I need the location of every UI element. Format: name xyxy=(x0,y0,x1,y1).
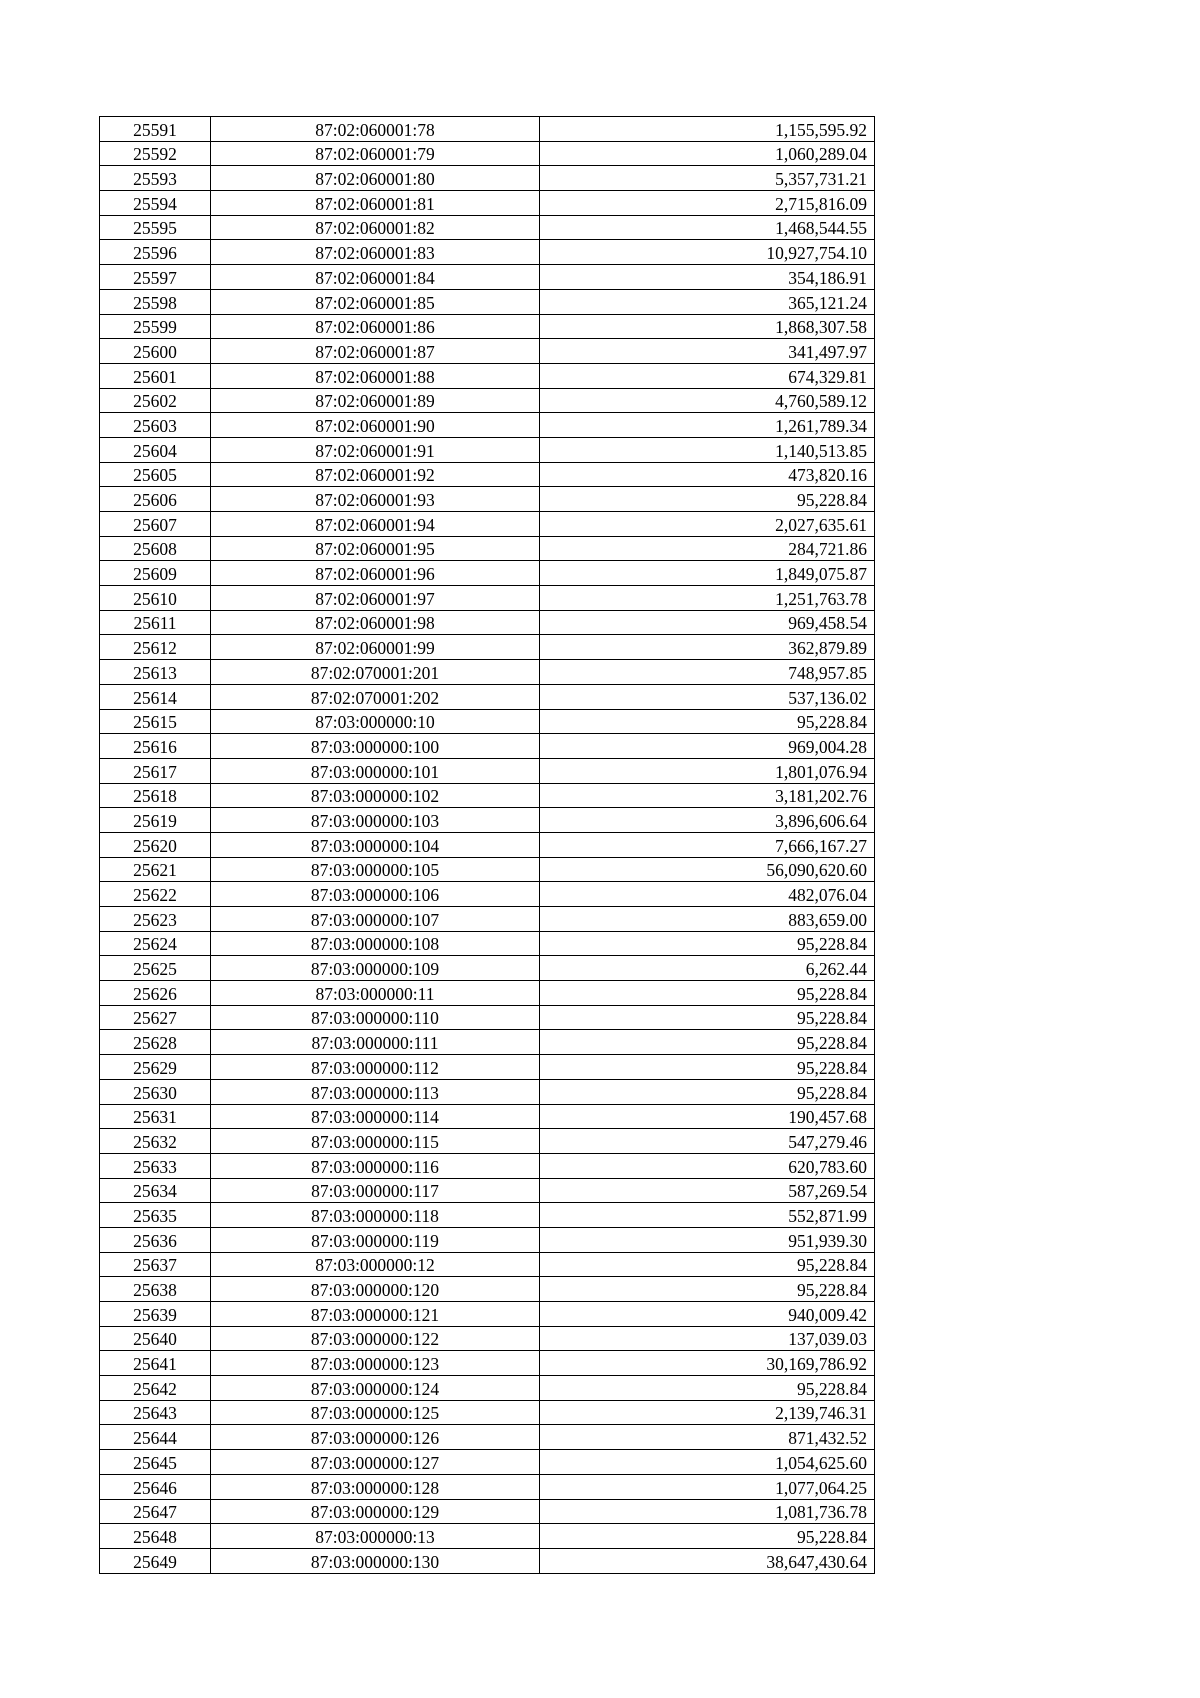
table-row xyxy=(100,1203,875,1228)
row-number-cell: 25596 xyxy=(100,240,211,265)
value-cell: 674,329.81 xyxy=(540,363,875,388)
cadastral-number-cell: 87:03:000000:108 xyxy=(211,931,540,956)
value-cell: 7,666,167.27 xyxy=(540,832,875,857)
cadastral-number-cell: 87:03:000000:116 xyxy=(211,1153,540,1178)
row-number-cell: 25595 xyxy=(100,215,211,240)
table-row xyxy=(100,1055,875,1080)
row-number-cell: 25631 xyxy=(100,1104,211,1129)
cadastral-number-cell: 87:03:000000:120 xyxy=(211,1277,540,1302)
table-row xyxy=(100,1030,875,1055)
cadastral-number-cell: 87:02:060001:85 xyxy=(211,289,540,314)
row-number-cell: 25634 xyxy=(100,1178,211,1203)
value-cell: 969,458.54 xyxy=(540,610,875,635)
cadastral-number-cell: 87:03:000000:104 xyxy=(211,832,540,857)
value-cell: 1,801,076.94 xyxy=(540,758,875,783)
row-number-cell: 25635 xyxy=(100,1203,211,1228)
value-cell: 969,004.28 xyxy=(540,734,875,759)
value-cell: 940,009.42 xyxy=(540,1302,875,1327)
table-row xyxy=(100,931,875,956)
table-row xyxy=(100,1252,875,1277)
table-row xyxy=(100,388,875,413)
row-number-cell: 25638 xyxy=(100,1277,211,1302)
value-cell: 2,715,816.09 xyxy=(540,191,875,216)
row-number-cell: 25616 xyxy=(100,734,211,759)
cadastral-number-cell: 87:03:000000:109 xyxy=(211,956,540,981)
cadastral-number-cell: 87:02:060001:98 xyxy=(211,610,540,635)
table-row xyxy=(100,1326,875,1351)
value-cell: 30,169,786.92 xyxy=(540,1351,875,1376)
table-row xyxy=(100,907,875,932)
table-row xyxy=(100,635,875,660)
value-cell: 362,879.89 xyxy=(540,635,875,660)
cadastral-number-cell: 87:03:000000:114 xyxy=(211,1104,540,1129)
cadastral-number-cell: 87:02:060001:89 xyxy=(211,388,540,413)
value-cell: 1,054,625.60 xyxy=(540,1450,875,1475)
cadastral-number-cell: 87:02:070001:201 xyxy=(211,660,540,685)
table-row xyxy=(100,1178,875,1203)
table-row xyxy=(100,215,875,240)
cadastral-number-cell: 87:03:000000:11 xyxy=(211,981,540,1006)
value-cell: 1,849,075.87 xyxy=(540,561,875,586)
table-row xyxy=(100,1499,875,1524)
table-row xyxy=(100,191,875,216)
value-cell: 95,228.84 xyxy=(540,1376,875,1401)
row-number-cell: 25593 xyxy=(100,166,211,191)
row-number-cell: 25633 xyxy=(100,1153,211,1178)
value-cell: 137,039.03 xyxy=(540,1326,875,1351)
cadastral-number-cell: 87:03:000000:111 xyxy=(211,1030,540,1055)
row-number-cell: 25621 xyxy=(100,857,211,882)
table-row xyxy=(100,610,875,635)
table-row xyxy=(100,265,875,290)
value-cell: 871,432.52 xyxy=(540,1425,875,1450)
value-cell: 1,077,064.25 xyxy=(540,1474,875,1499)
table-row xyxy=(100,339,875,364)
value-cell: 95,228.84 xyxy=(540,1030,875,1055)
value-cell: 3,896,606.64 xyxy=(540,808,875,833)
table-row xyxy=(100,1005,875,1030)
table-row xyxy=(100,1400,875,1425)
table-row xyxy=(100,586,875,611)
table-row xyxy=(100,240,875,265)
cadastral-number-cell: 87:03:000000:124 xyxy=(211,1376,540,1401)
table-row xyxy=(100,1079,875,1104)
table-row xyxy=(100,1104,875,1129)
row-number-cell: 25644 xyxy=(100,1425,211,1450)
value-cell: 6,262.44 xyxy=(540,956,875,981)
value-cell: 473,820.16 xyxy=(540,462,875,487)
table-row xyxy=(100,758,875,783)
table-row xyxy=(100,783,875,808)
table-row xyxy=(100,1227,875,1252)
row-number-cell: 25646 xyxy=(100,1474,211,1499)
cadastral-number-cell: 87:03:000000:119 xyxy=(211,1227,540,1252)
value-cell: 1,081,736.78 xyxy=(540,1499,875,1524)
value-cell: 354,186.91 xyxy=(540,265,875,290)
value-cell: 2,139,746.31 xyxy=(540,1400,875,1425)
cadastral-number-cell: 87:03:000000:112 xyxy=(211,1055,540,1080)
table-row xyxy=(100,413,875,438)
value-cell: 38,647,430.64 xyxy=(540,1548,875,1573)
value-cell: 95,228.84 xyxy=(540,931,875,956)
value-cell: 951,939.30 xyxy=(540,1227,875,1252)
cadastral-number-cell: 87:03:000000:13 xyxy=(211,1524,540,1549)
row-number-cell: 25592 xyxy=(100,141,211,166)
row-number-cell: 25640 xyxy=(100,1326,211,1351)
row-number-cell: 25615 xyxy=(100,709,211,734)
row-number-cell: 25602 xyxy=(100,388,211,413)
value-cell: 56,090,620.60 xyxy=(540,857,875,882)
cadastral-number-cell: 87:02:060001:81 xyxy=(211,191,540,216)
table-row xyxy=(100,660,875,685)
table-row xyxy=(100,1376,875,1401)
cadastral-number-cell: 87:03:000000:106 xyxy=(211,882,540,907)
cadastral-number-cell: 87:03:000000:121 xyxy=(211,1302,540,1327)
value-cell: 284,721.86 xyxy=(540,536,875,561)
cadastral-number-cell: 87:03:000000:122 xyxy=(211,1326,540,1351)
cadastral-number-cell: 87:02:060001:82 xyxy=(211,215,540,240)
cadastral-number-cell: 87:02:060001:94 xyxy=(211,512,540,537)
cadastral-number-cell: 87:02:060001:78 xyxy=(211,117,540,142)
table-row xyxy=(100,166,875,191)
value-cell: 748,957.85 xyxy=(540,660,875,685)
table-row xyxy=(100,536,875,561)
value-cell: 587,269.54 xyxy=(540,1178,875,1203)
value-cell: 95,228.84 xyxy=(540,709,875,734)
row-number-cell: 25620 xyxy=(100,832,211,857)
table-row xyxy=(100,808,875,833)
value-cell: 10,927,754.10 xyxy=(540,240,875,265)
cadastral-number-cell: 87:03:000000:129 xyxy=(211,1499,540,1524)
value-cell: 4,760,589.12 xyxy=(540,388,875,413)
value-cell: 95,228.84 xyxy=(540,1055,875,1080)
cadastral-number-cell: 87:03:000000:123 xyxy=(211,1351,540,1376)
table-row xyxy=(100,1450,875,1475)
row-number-cell: 25613 xyxy=(100,660,211,685)
value-cell: 341,497.97 xyxy=(540,339,875,364)
value-cell: 883,659.00 xyxy=(540,907,875,932)
row-number-cell: 25607 xyxy=(100,512,211,537)
row-number-cell: 25608 xyxy=(100,536,211,561)
row-number-cell: 25597 xyxy=(100,265,211,290)
row-number-cell: 25637 xyxy=(100,1252,211,1277)
cadastral-number-cell: 87:02:060001:91 xyxy=(211,437,540,462)
row-number-cell: 25609 xyxy=(100,561,211,586)
row-number-cell: 25614 xyxy=(100,684,211,709)
value-cell: 1,155,595.92 xyxy=(540,117,875,142)
cadastral-number-cell: 87:03:000000:127 xyxy=(211,1450,540,1475)
value-cell: 95,228.84 xyxy=(540,1005,875,1030)
cadastral-number-cell: 87:03:000000:113 xyxy=(211,1079,540,1104)
row-number-cell: 25636 xyxy=(100,1227,211,1252)
row-number-cell: 25598 xyxy=(100,289,211,314)
row-number-cell: 25617 xyxy=(100,758,211,783)
cadastral-number-cell: 87:03:000000:117 xyxy=(211,1178,540,1203)
value-cell: 537,136.02 xyxy=(540,684,875,709)
value-cell: 552,871.99 xyxy=(540,1203,875,1228)
row-number-cell: 25623 xyxy=(100,907,211,932)
table-row xyxy=(100,1302,875,1327)
cadastral-number-cell: 87:03:000000:101 xyxy=(211,758,540,783)
cadastral-number-cell: 87:02:060001:92 xyxy=(211,462,540,487)
table-row xyxy=(100,462,875,487)
row-number-cell: 25630 xyxy=(100,1079,211,1104)
cadastral-number-cell: 87:03:000000:110 xyxy=(211,1005,540,1030)
row-number-cell: 25624 xyxy=(100,931,211,956)
value-cell: 620,783.60 xyxy=(540,1153,875,1178)
cadastral-number-cell: 87:03:000000:102 xyxy=(211,783,540,808)
value-cell: 95,228.84 xyxy=(540,981,875,1006)
row-number-cell: 25626 xyxy=(100,981,211,1006)
row-number-cell: 25612 xyxy=(100,635,211,660)
value-cell: 5,357,731.21 xyxy=(540,166,875,191)
table-row xyxy=(100,1474,875,1499)
row-number-cell: 25591 xyxy=(100,117,211,142)
row-number-cell: 25600 xyxy=(100,339,211,364)
table-row xyxy=(100,709,875,734)
row-number-cell: 25611 xyxy=(100,610,211,635)
table-row xyxy=(100,117,875,142)
table-row xyxy=(100,1524,875,1549)
value-cell: 365,121.24 xyxy=(540,289,875,314)
cadastral-number-cell: 87:02:060001:97 xyxy=(211,586,540,611)
cadastral-number-cell: 87:02:060001:88 xyxy=(211,363,540,388)
row-number-cell: 25641 xyxy=(100,1351,211,1376)
table-row xyxy=(100,561,875,586)
cadastral-number-cell: 87:03:000000:103 xyxy=(211,808,540,833)
row-number-cell: 25645 xyxy=(100,1450,211,1475)
records-table-body xyxy=(100,117,875,1574)
table-row xyxy=(100,289,875,314)
row-number-cell: 25619 xyxy=(100,808,211,833)
table-row xyxy=(100,1153,875,1178)
row-number-cell: 25628 xyxy=(100,1030,211,1055)
value-cell: 2,027,635.61 xyxy=(540,512,875,537)
cadastral-number-cell: 87:02:060001:87 xyxy=(211,339,540,364)
table-row xyxy=(100,882,875,907)
row-number-cell: 25622 xyxy=(100,882,211,907)
cadastral-number-cell: 87:03:000000:12 xyxy=(211,1252,540,1277)
cadastral-number-cell: 87:03:000000:128 xyxy=(211,1474,540,1499)
table-row xyxy=(100,1129,875,1154)
value-cell: 95,228.84 xyxy=(540,1524,875,1549)
cadastral-number-cell: 87:02:070001:202 xyxy=(211,684,540,709)
row-number-cell: 25648 xyxy=(100,1524,211,1549)
table-row xyxy=(100,857,875,882)
row-number-cell: 25639 xyxy=(100,1302,211,1327)
value-cell: 95,228.84 xyxy=(540,1252,875,1277)
row-number-cell: 25643 xyxy=(100,1400,211,1425)
table-row xyxy=(100,363,875,388)
row-number-cell: 25606 xyxy=(100,487,211,512)
cadastral-number-cell: 87:03:000000:105 xyxy=(211,857,540,882)
cadastral-number-cell: 87:03:000000:130 xyxy=(211,1548,540,1573)
value-cell: 95,228.84 xyxy=(540,487,875,512)
row-number-cell: 25603 xyxy=(100,413,211,438)
value-cell: 1,261,789.34 xyxy=(540,413,875,438)
row-number-cell: 25618 xyxy=(100,783,211,808)
value-cell: 1,140,513.85 xyxy=(540,437,875,462)
value-cell: 3,181,202.76 xyxy=(540,783,875,808)
table-row xyxy=(100,981,875,1006)
row-number-cell: 25632 xyxy=(100,1129,211,1154)
row-number-cell: 25605 xyxy=(100,462,211,487)
records-table xyxy=(99,116,875,1574)
table-row xyxy=(100,1277,875,1302)
row-number-cell: 25610 xyxy=(100,586,211,611)
cadastral-number-cell: 87:02:060001:95 xyxy=(211,536,540,561)
row-number-cell: 25629 xyxy=(100,1055,211,1080)
row-number-cell: 25601 xyxy=(100,363,211,388)
table-row xyxy=(100,734,875,759)
value-cell: 482,076.04 xyxy=(540,882,875,907)
value-cell: 1,868,307.58 xyxy=(540,314,875,339)
cadastral-number-cell: 87:02:060001:86 xyxy=(211,314,540,339)
row-number-cell: 25625 xyxy=(100,956,211,981)
row-number-cell: 25642 xyxy=(100,1376,211,1401)
table-row xyxy=(100,512,875,537)
table-row xyxy=(100,684,875,709)
table-row xyxy=(100,956,875,981)
table-row xyxy=(100,832,875,857)
cadastral-number-cell: 87:02:060001:96 xyxy=(211,561,540,586)
table-row xyxy=(100,1548,875,1573)
row-number-cell: 25649 xyxy=(100,1548,211,1573)
cadastral-number-cell: 87:02:060001:93 xyxy=(211,487,540,512)
cadastral-number-cell: 87:02:060001:83 xyxy=(211,240,540,265)
value-cell: 547,279.46 xyxy=(540,1129,875,1154)
value-cell: 95,228.84 xyxy=(540,1079,875,1104)
cadastral-number-cell: 87:03:000000:100 xyxy=(211,734,540,759)
row-number-cell: 25627 xyxy=(100,1005,211,1030)
cadastral-number-cell: 87:03:000000:126 xyxy=(211,1425,540,1450)
table-row xyxy=(100,437,875,462)
table-row xyxy=(100,141,875,166)
cadastral-number-cell: 87:03:000000:125 xyxy=(211,1400,540,1425)
row-number-cell: 25647 xyxy=(100,1499,211,1524)
table-row xyxy=(100,487,875,512)
cadastral-number-cell: 87:02:060001:84 xyxy=(211,265,540,290)
value-cell: 95,228.84 xyxy=(540,1277,875,1302)
row-number-cell: 25599 xyxy=(100,314,211,339)
table-row xyxy=(100,314,875,339)
cadastral-number-cell: 87:02:060001:99 xyxy=(211,635,540,660)
table-row xyxy=(100,1425,875,1450)
cadastral-number-cell: 87:02:060001:80 xyxy=(211,166,540,191)
row-number-cell: 25594 xyxy=(100,191,211,216)
cadastral-number-cell: 87:02:060001:79 xyxy=(211,141,540,166)
value-cell: 1,251,763.78 xyxy=(540,586,875,611)
cadastral-number-cell: 87:03:000000:115 xyxy=(211,1129,540,1154)
value-cell: 1,468,544.55 xyxy=(540,215,875,240)
row-number-cell: 25604 xyxy=(100,437,211,462)
cadastral-number-cell: 87:03:000000:118 xyxy=(211,1203,540,1228)
cadastral-number-cell: 87:03:000000:10 xyxy=(211,709,540,734)
value-cell: 1,060,289.04 xyxy=(540,141,875,166)
value-cell: 190,457.68 xyxy=(540,1104,875,1129)
cadastral-number-cell: 87:02:060001:90 xyxy=(211,413,540,438)
cadastral-number-cell: 87:03:000000:107 xyxy=(211,907,540,932)
table-row xyxy=(100,1351,875,1376)
